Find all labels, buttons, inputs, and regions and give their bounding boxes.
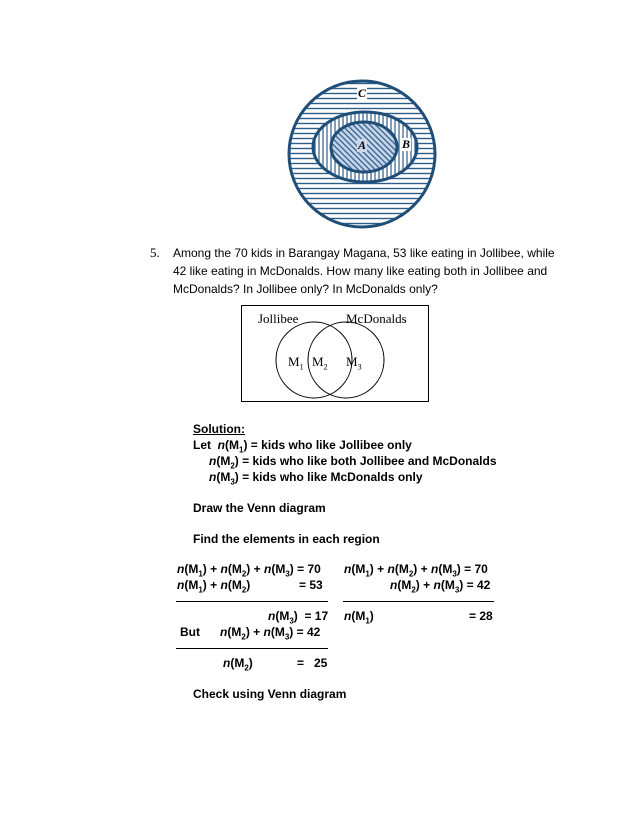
- problem-line: Among the 70 kids in Barangay Magana, 53 like eating in Jollibee, while: [173, 246, 555, 260]
- equation-53: = 53: [299, 578, 323, 592]
- equation-jollibee-total: $n(M_1) + n(M_2)$: [177, 578, 251, 595]
- set-c-label: C: [358, 86, 367, 100]
- equation-sum-all-left: $n(M_1) + n(M_2) + n(M_3) = 70$: [177, 562, 321, 579]
- problem-number: 5.: [150, 245, 160, 260]
- subtraction-rule: [343, 601, 494, 602]
- subtraction-rule: [176, 601, 328, 602]
- set-a-label: A: [358, 138, 367, 152]
- problem-text: [173, 244, 573, 298]
- subtraction-rule: [176, 648, 328, 649]
- equation-sum-all-right: $n(M_1) + n(M_2) + n(M_3) = 70$: [344, 562, 488, 579]
- result-m1: $n(M_1)$: [344, 609, 374, 626]
- problem-line: 42 like eating in McDonalds. How many like eating both in Jollibee and: [173, 264, 548, 278]
- equation-mcdonalds-total: $n(M_2) + n(M_3) = 42$: [390, 578, 491, 595]
- jollibee-set-label: Jollibee: [258, 311, 299, 326]
- result-m3: $n(M_3) = 17$: [268, 609, 329, 626]
- mcdonalds-set-label: McDonalds: [346, 311, 407, 326]
- result-m2: $n(M_2)$: [223, 656, 253, 673]
- problem-line: McDonalds? In Jollibee only? In McDonalds only?: [173, 282, 438, 296]
- result-28: = 28: [469, 609, 493, 623]
- definition-m1: Let $n(M_1)$ = kids who like Jollibee only: [193, 438, 412, 455]
- region-m2-label: $M_2$: [312, 354, 328, 372]
- definition-m3: $n(M_3)$ = kids who like McDonalds only: [209, 470, 423, 487]
- result-25: = 25: [297, 656, 328, 670]
- two-set-venn-diagram: [241, 305, 429, 402]
- equation-but-mcdonalds: But $n(M_2) + n(M_3) = 42$: [180, 625, 321, 642]
- check-venn-step: Check using Venn diagram: [193, 687, 347, 701]
- definition-m2: $n(M_2)$ = kids who like both Jollibee and McDonalds: [209, 454, 497, 471]
- set-b-label: B: [402, 137, 411, 151]
- solution-heading: Solution:: [193, 422, 245, 436]
- region-m3-label: $M_3$: [346, 354, 362, 372]
- region-m1-label: $M_1$: [288, 354, 304, 372]
- step-find-elements: Find the elements in each region: [193, 532, 380, 546]
- step-draw-venn: Draw the Venn diagram: [193, 501, 326, 515]
